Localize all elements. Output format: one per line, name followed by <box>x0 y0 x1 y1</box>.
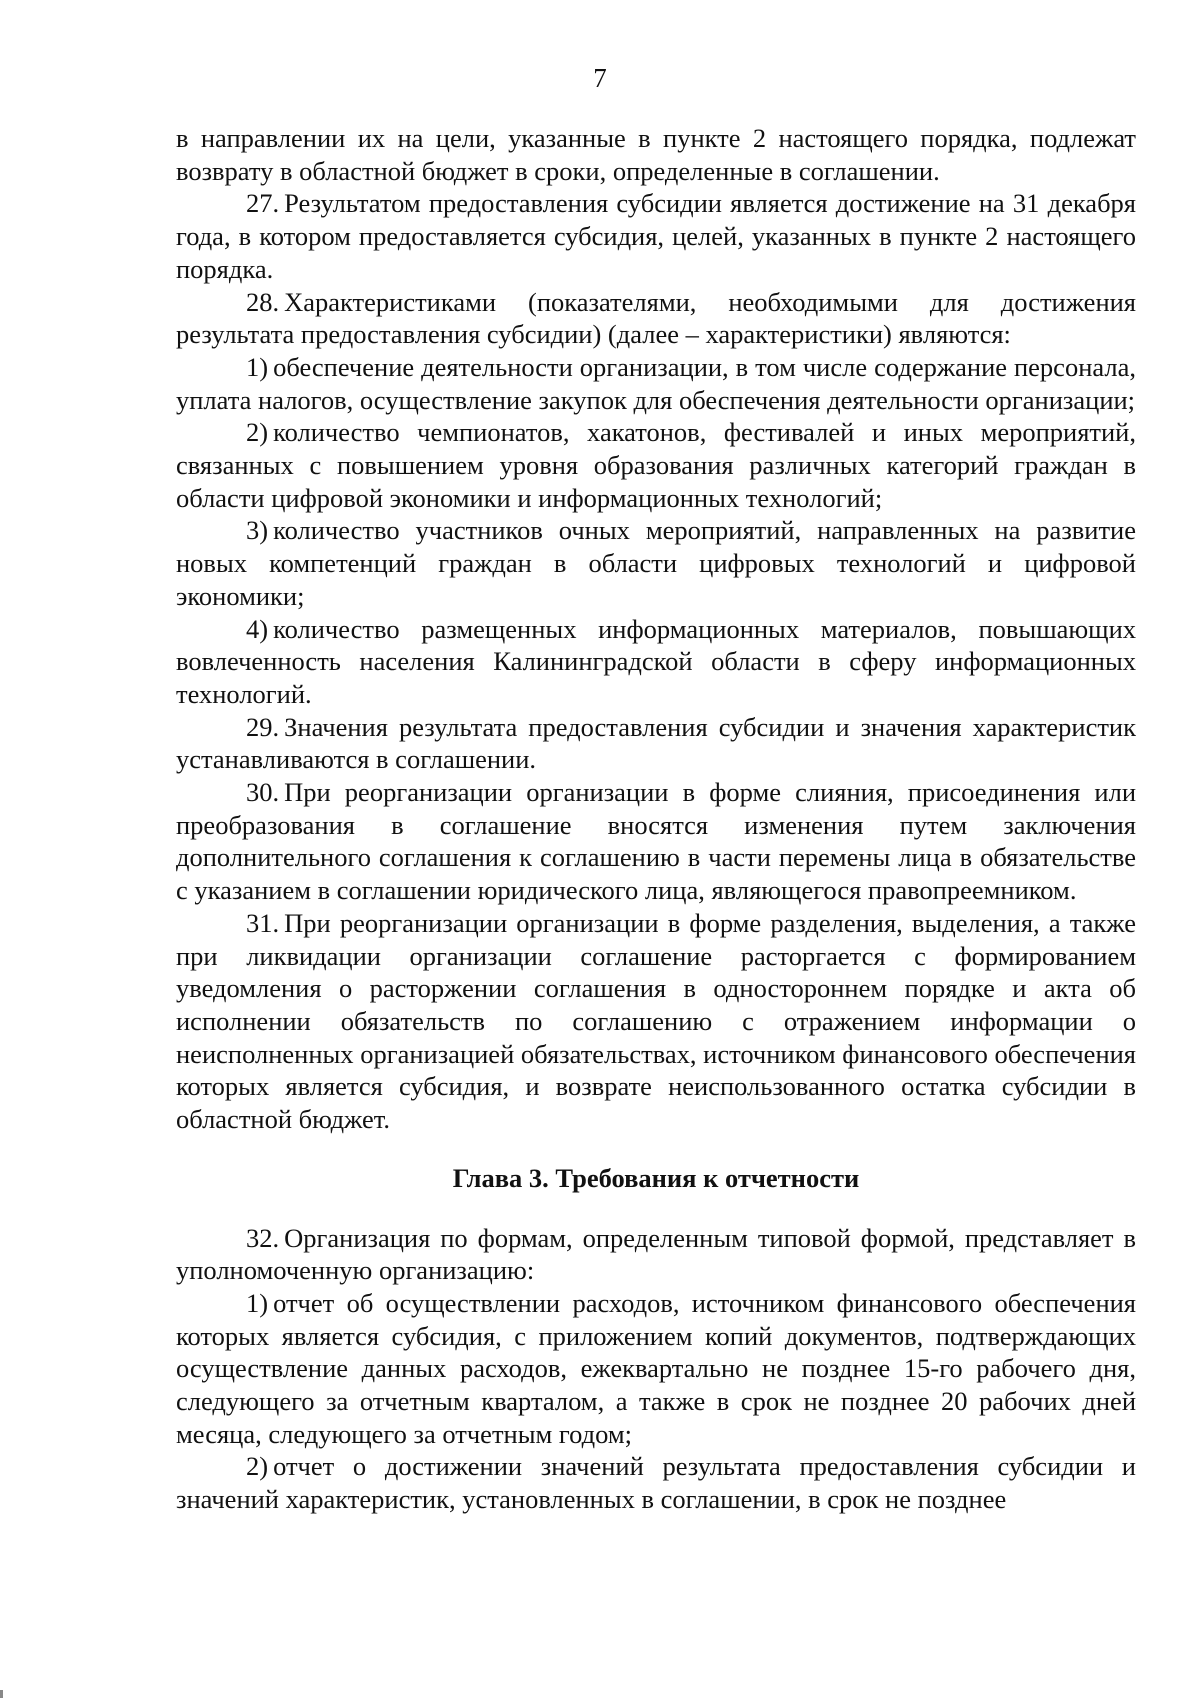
list-item-2 <box>176 416 1136 514</box>
list-item-1 <box>176 351 1136 416</box>
list-item-4 <box>176 613 1136 711</box>
paragraph-text: Значения результата предоставления субсидии и значения характеристик устанавливаются в соглашении. <box>176 711 1136 775</box>
document-body <box>176 122 1136 1516</box>
list-item-text: количество размещенных информационных материалов, повышающих вовлеченность населения Калининградской области в сферу информационных технологий. <box>176 613 1136 709</box>
paragraph-text: При реорганизации организации в форме разделения, выделения, а также при ликвидации организации соглашение расторгается с формированием уведомления о расторжении соглашения в одностороннем порядке и акта об исполнении обязательств по соглашению с отражением информации о неисполненных организацией обязательствах, источником финансового обеспечения которых является субсидия, и возврате неиспользованного остатка субсидии в областной бюджет. <box>176 907 1136 1135</box>
list-item-text: отчет о достижении значений результата предоставления субсидии и значений характеристик, установленных в соглашении, в срок не позднее <box>176 1451 1136 1515</box>
list-item-3 <box>176 514 1136 612</box>
paragraph-text: Результатом предоставления субсидии является достижение на 31 декабря года, в котором предоставляется субсидия, целей, указанных в пункте 2 настоящего порядка. <box>176 188 1136 284</box>
paragraph-text: Организация по формам, определенным типовой формой, представляет в уполномоченную организацию: <box>176 1222 1136 1286</box>
paragraph-30 <box>176 776 1136 907</box>
list-item-number: 1) <box>246 1287 269 1318</box>
paragraph-continuation <box>176 122 1136 187</box>
paragraph-number: 31. <box>246 907 280 938</box>
paragraph-number: 29. <box>246 711 280 742</box>
paragraph-29 <box>176 711 1136 776</box>
paragraph-number: 28. <box>246 286 280 317</box>
paragraph-text: При реорганизации организации в форме слияния, присоединения или преобразования в соглашение вносятся изменения путем заключения дополнительного соглашения к соглашению в части перемены лица в обязательстве с указанием в соглашении юридического лица, являющегося правопреемником. <box>176 777 1136 906</box>
list-item-number: 3) <box>246 515 269 546</box>
list-item-2 <box>176 1450 1136 1515</box>
scan-edge-mark <box>0 1690 3 1698</box>
list-item-text: отчет об осуществлении расходов, источником финансового обеспечения которых является субсидия, с приложением копий документов, подтверждающих осуществление данных расходов, ежеквартально не позднее 15-го рабочего дня, следующего за отчетным кварталом, а также в срок не позднее 20 рабочих дней месяца, следующего за отчетным годом; <box>176 1287 1136 1449</box>
list-item-text: обеспечение деятельности организации, в том числе содержание персонала, уплата налогов, осуществление закупок для обеспечения деятельности организации; <box>176 351 1136 415</box>
paragraph-number: 32. <box>246 1222 280 1253</box>
section-after <box>176 1222 1136 1516</box>
list-item-number: 4) <box>246 613 269 644</box>
list-item-1 <box>176 1287 1136 1451</box>
chapter-heading: Глава 3. Требования к отчетности <box>452 1162 860 1193</box>
paragraph-28 <box>176 286 1136 351</box>
paragraph-32 <box>176 1222 1136 1287</box>
paragraph-number: 27. <box>246 188 280 219</box>
paragraph-text: Характеристиками (показателями, необходимыми для достижения результата предоставления субсидии) (далее – характеристики) являются: <box>176 286 1136 350</box>
paragraph-text: в направлении их на цели, указанные в пункте 2 настоящего порядка, подлежат возврату в областной бюджет в сроки, определенные в соглашении. <box>176 123 1136 186</box>
list-item-number: 1) <box>246 351 269 382</box>
paragraph-27 <box>176 187 1136 285</box>
list-item-text: количество участников очных мероприятий, направленных на развитие новых компетенций граждан в области цифровых технологий и цифровой экономики; <box>176 515 1136 611</box>
paragraph-number: 30. <box>246 777 280 808</box>
list-item-text: количество чемпионатов, хакатонов, фестивалей и иных мероприятий, связанных с повышением уровня образования различных категорий граждан в области цифровой экономики и информационных технологий; <box>176 417 1136 513</box>
list-item-number: 2) <box>246 1451 269 1482</box>
page-number: 7 <box>593 63 607 93</box>
paragraph-31 <box>176 907 1136 1136</box>
section-before <box>176 122 1136 1136</box>
list-item-number: 2) <box>246 417 269 448</box>
